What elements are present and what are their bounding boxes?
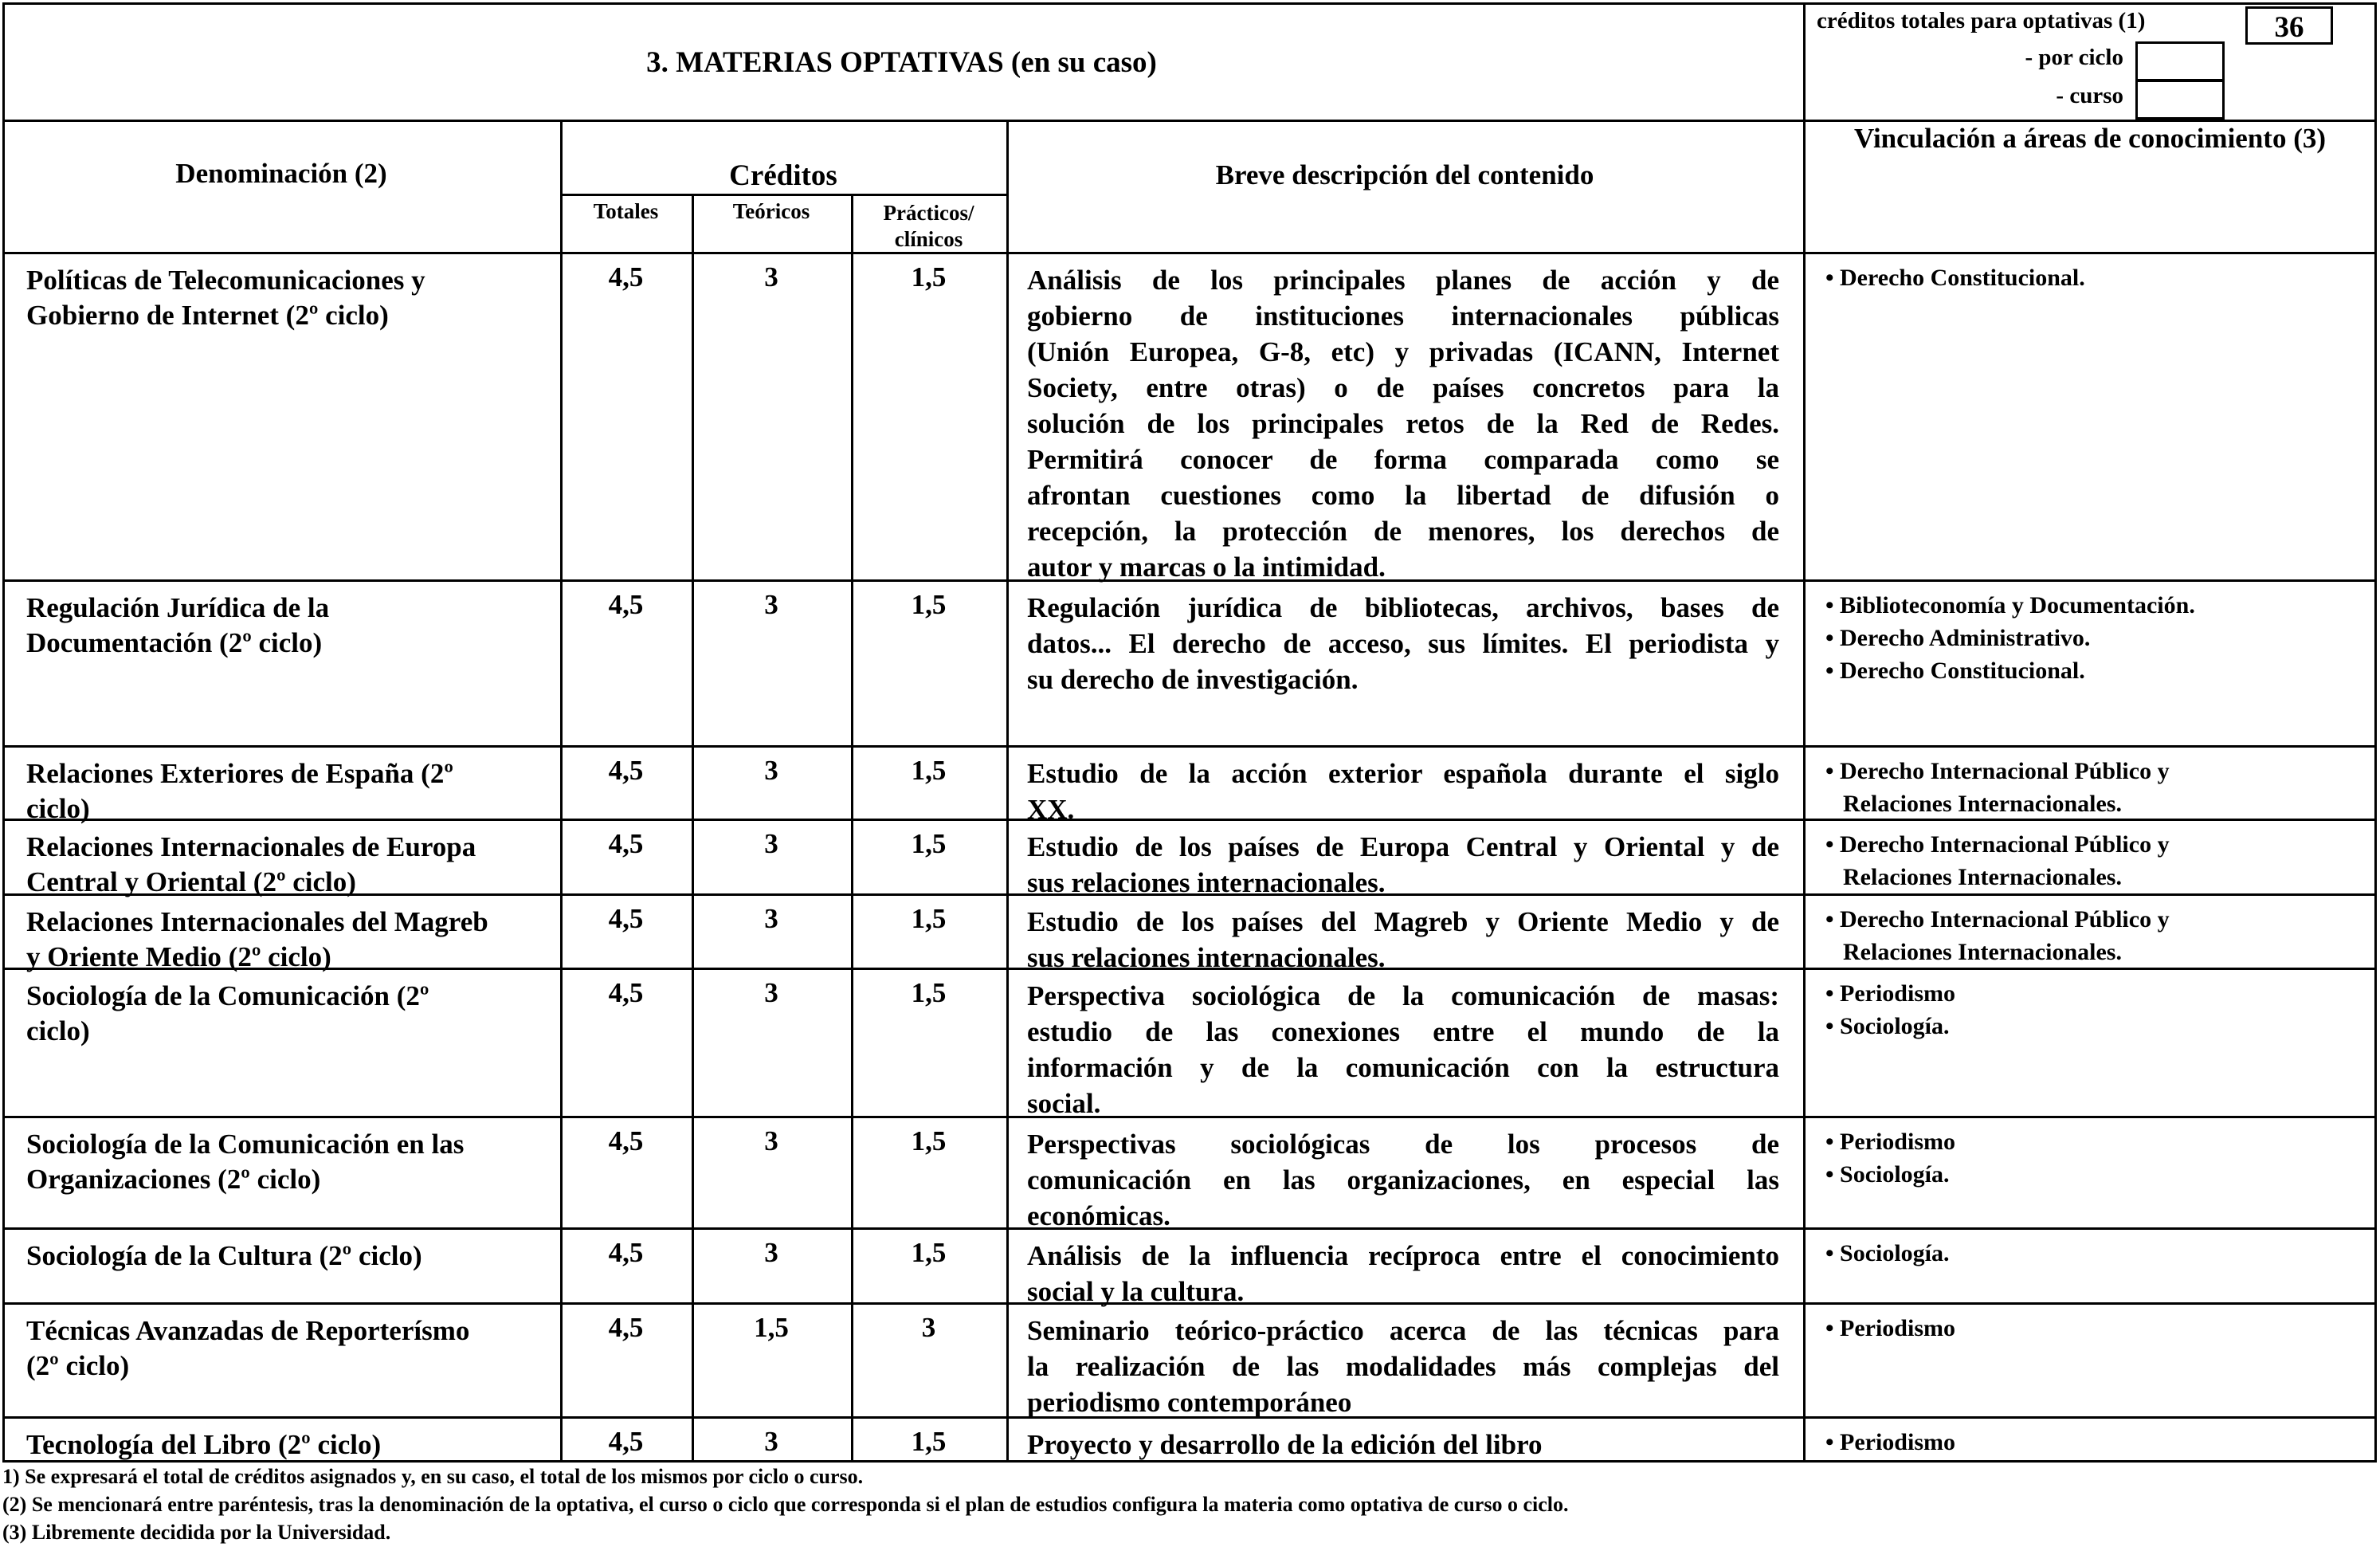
description-line: gobierno de instituciones internacionales públicas [1027, 300, 1779, 332]
credits-teoricos: 3 [764, 755, 778, 786]
subject-name-line: Relaciones Exteriores de España (2º [26, 758, 453, 789]
total-credits-value: 36 [2274, 11, 2304, 44]
subject-name-line: Documentación (2º ciclo) [26, 627, 323, 658]
credits-totales: 4,5 [608, 903, 644, 934]
description-line: Análisis de la influencia recíproca entre el conocimiento [1027, 1240, 1779, 1271]
credits-practicos: 1,5 [911, 589, 947, 620]
description-line: Proyecto y desarrollo de la edición del libro [1027, 1429, 1543, 1460]
total-credits-label: créditos totales para optativas (1) [1817, 8, 2146, 33]
column-divider-practicos [851, 194, 853, 1460]
subject-name-line: Regulación Jurídica de la [26, 592, 330, 623]
footnote: 1) Se expresará el total de créditos asignados y, en su caso, el total de los mismos por ciclo o curso. [2, 1465, 864, 1488]
subject-name-line: Relaciones Internacionales de Europa [26, 831, 476, 862]
description-line: Society, entre otras) o de países concretos para la [1027, 372, 1779, 403]
credits-teoricos: 3 [764, 261, 778, 293]
header-bottom-rule [2, 120, 2377, 122]
description-line: Estudio de los países de Europa Central y Oriental y de [1027, 831, 1779, 862]
subject-name [26, 1427, 381, 1463]
subject-description [1027, 1427, 1779, 1463]
description-line: comunicación en las organizaciones, en especial las [1027, 1164, 1779, 1196]
por-ciclo-label: - por ciclo [2025, 45, 2123, 70]
subject-name [26, 263, 425, 333]
subject-name-line: Tecnología del Libro (2º ciclo) [26, 1429, 382, 1460]
credits-teoricos: 3 [764, 977, 778, 1008]
subject-name-line: Sociología de la Comunicación (2º [26, 980, 429, 1011]
column-header-teoricos: Teóricos [732, 199, 810, 223]
description-line: datos... El derecho de acceso, sus límites. El periodista y [1027, 628, 1779, 659]
column-divider-teoricos [692, 194, 694, 1460]
subject-name [26, 756, 453, 827]
subject-description [1027, 978, 1779, 1121]
description-line: XX. [1027, 794, 1075, 825]
description-line: económicas. [1027, 1200, 1170, 1231]
credits-practicos: 1,5 [911, 1237, 947, 1268]
table-left-rule [2, 2, 5, 1460]
subject-description [1027, 1313, 1779, 1420]
knowledge-area-item: • Periodismo [1825, 1129, 1955, 1155]
description-line: Estudio de los países del Magreb y Oriente Medio y de [1027, 906, 1779, 937]
column-header-practicos: Prácticos/ [883, 201, 974, 225]
row-separator [2, 745, 2377, 748]
column-header-vinculacion: Vinculación a áreas de conocimiento (3) [1853, 123, 2327, 154]
credits-subheader-rule [560, 194, 1006, 196]
knowledge-area-item: • Periodismo [1825, 1315, 1955, 1341]
knowledge-area-item: • Periodismo [1825, 1429, 1955, 1455]
subject-name-line: Políticas de Telecomunicaciones y [26, 265, 425, 296]
credits-practicos: 1,5 [911, 755, 947, 786]
curso-label: - curso [2056, 83, 2123, 108]
description-line: Perspectivas sociológicas de los procesos de [1027, 1129, 1779, 1160]
subject-description [1027, 829, 1779, 901]
subject-name [26, 591, 329, 661]
credits-totales: 4,5 [608, 1125, 644, 1156]
credits-totales: 4,5 [608, 1237, 644, 1268]
description-line: Seminario teórico-práctico acerca de las técnicas para [1027, 1315, 1779, 1346]
table-top-rule [2, 2, 2377, 5]
description-line: información y de la comunicación con la estructura [1027, 1052, 1779, 1083]
knowledge-area-item: • Biblioteconomía y Documentación. [1825, 592, 2195, 618]
credits-practicos: 1,5 [911, 977, 947, 1008]
knowledge-area-item: • Sociología. [1825, 1161, 1950, 1188]
credits-totales: 4,5 [608, 261, 644, 293]
knowledge-area-item: • Derecho Constitucional. [1825, 265, 2085, 291]
subject-name [26, 979, 429, 1049]
credits-totales: 4,5 [608, 589, 644, 620]
description-line: afrontan cuestiones como la libertad de difusión o [1027, 480, 1779, 511]
description-line: la realización de las modalidades más complejas del [1027, 1351, 1779, 1382]
subject-name-line: ciclo) [26, 793, 90, 824]
credits-practicos: 1,5 [911, 903, 947, 934]
credits-totales: 4,5 [608, 1312, 644, 1343]
credits-teoricos: 3 [764, 1426, 778, 1457]
credits-teoricos: 3 [764, 903, 778, 934]
knowledge-area-item: Relaciones Internacionales. [1843, 864, 2122, 890]
subject-name-line: (2º ciclo) [26, 1350, 130, 1381]
knowledge-area-item: Relaciones Internacionales. [1843, 939, 2122, 965]
footnote: (2) Se mencionará entre paréntesis, tras la denominación de la optativa, el curso o ciclo que corresponda si el plan de estudios configura la materia como optativa de curso o ciclo. [2, 1493, 1569, 1516]
description-line: social y la cultura. [1027, 1276, 1245, 1307]
section-title: 3. MATERIAS OPTATIVAS (en su caso) [646, 46, 1157, 79]
subject-name-line: Técnicas Avanzadas de Reporterísmo [26, 1315, 470, 1346]
knowledge-area-item: • Derecho Internacional Público y [1825, 906, 2170, 933]
por-ciclo-box [2135, 41, 2225, 81]
description-line: autor y marcas o la intimidad. [1027, 552, 1386, 583]
knowledge-area-item: • Derecho Administrativo. [1825, 625, 2091, 651]
credits-practicos: 1,5 [911, 1426, 947, 1457]
knowledge-area-item: • Sociología. [1825, 1240, 1950, 1266]
subject-description [1027, 904, 1779, 976]
knowledge-area-item: • Periodismo [1825, 980, 1955, 1007]
subject-name-line: Relaciones Internacionales del Magreb [26, 906, 488, 937]
subject-name [26, 1313, 469, 1384]
curso-box [2135, 80, 2225, 120]
knowledge-area-item: • Derecho Internacional Público y [1825, 831, 2170, 858]
subject-name-line: ciclo) [26, 1015, 90, 1046]
subject-name [26, 1127, 464, 1197]
description-line: solución de los principales retos de la Red de Redes. [1027, 408, 1779, 439]
description-line: social. [1027, 1088, 1101, 1119]
credits-totales: 4,5 [608, 828, 644, 859]
description-line: Análisis de los principales planes de acción y de [1027, 265, 1779, 296]
description-line: Estudio de la acción exterior española durante el siglo [1027, 758, 1779, 789]
footnote: (3) Libremente decidida por la Universidad. [2, 1521, 391, 1544]
total-credits-box [2245, 6, 2333, 45]
knowledge-area-item: • Derecho Constitucional. [1825, 658, 2085, 684]
subject-description [1027, 1238, 1779, 1309]
column-header-descripcion: Breve descripción del contenido [1215, 159, 1594, 190]
description-line: su derecho de investigación. [1027, 664, 1359, 695]
description-line: periodismo contemporáneo [1027, 1387, 1352, 1418]
subject-name-line: Sociología de la Cultura (2º ciclo) [26, 1240, 422, 1271]
column-header-bottom-rule [2, 252, 2377, 254]
table-right-rule [2374, 2, 2377, 1460]
subject-name-line: Sociología de la Comunicación en las [26, 1129, 465, 1160]
knowledge-area-item: • Sociología. [1825, 1013, 1950, 1039]
subject-name-line: Organizaciones (2º ciclo) [26, 1164, 321, 1195]
description-line: Permitirá conocer de forma comparada como se [1027, 444, 1779, 475]
credits-teoricos: 3 [764, 589, 778, 620]
subject-description [1027, 756, 1779, 827]
knowledge-area-item: • Derecho Internacional Público y [1825, 758, 2170, 784]
credits-teoricos: 1,5 [754, 1312, 789, 1343]
description-line: Regulación jurídica de bibliotecas, archivos, bases de [1027, 592, 1779, 623]
subject-name [26, 1239, 422, 1274]
subject-name [26, 905, 488, 975]
subject-description [1027, 262, 1779, 585]
credits-practicos: 1,5 [911, 828, 947, 859]
credits-teoricos: 3 [764, 828, 778, 859]
column-divider-description [1006, 120, 1009, 1460]
description-line: estudio de las conexiones entre el mundo de la [1027, 1016, 1779, 1047]
subject-description [1027, 1126, 1779, 1234]
credits-practicos: 1,5 [911, 1125, 947, 1156]
column-header-creditos: Créditos [729, 159, 837, 192]
subject-name-line: Gobierno de Internet (2º ciclo) [26, 300, 389, 331]
subject-name-line: y Oriente Medio (2º ciclo) [26, 941, 331, 972]
credits-practicos: 3 [921, 1312, 936, 1343]
column-header-clinicos: clínicos [894, 227, 963, 251]
description-line: recepción, la protección de menores, los derechos de [1027, 516, 1779, 547]
column-header-denominacion: Denominación (2) [175, 158, 387, 189]
description-line: (Unión Europea, G-8, etc) y privadas (ICANN, Internet [1027, 336, 1779, 367]
credits-teoricos: 3 [764, 1125, 778, 1156]
credits-practicos: 1,5 [911, 261, 947, 293]
column-header-totales: Totales [593, 199, 659, 223]
description-line: sus relaciones internacionales. [1027, 942, 1386, 973]
subject-name [26, 830, 476, 900]
credits-teoricos: 3 [764, 1237, 778, 1268]
knowledge-area-item: Relaciones Internacionales. [1843, 791, 2122, 817]
description-line: Perspectiva sociológica de la comunicación de masas: [1027, 980, 1779, 1011]
credits-totales: 4,5 [608, 755, 644, 786]
subject-name-line: Central y Oriental (2º ciclo) [26, 866, 356, 897]
credits-totales: 4,5 [608, 977, 644, 1008]
description-line: sus relaciones internacionales. [1027, 867, 1386, 898]
credits-totales: 4,5 [608, 1426, 644, 1457]
subject-description [1027, 590, 1779, 697]
column-divider-areas [1803, 120, 1806, 1460]
